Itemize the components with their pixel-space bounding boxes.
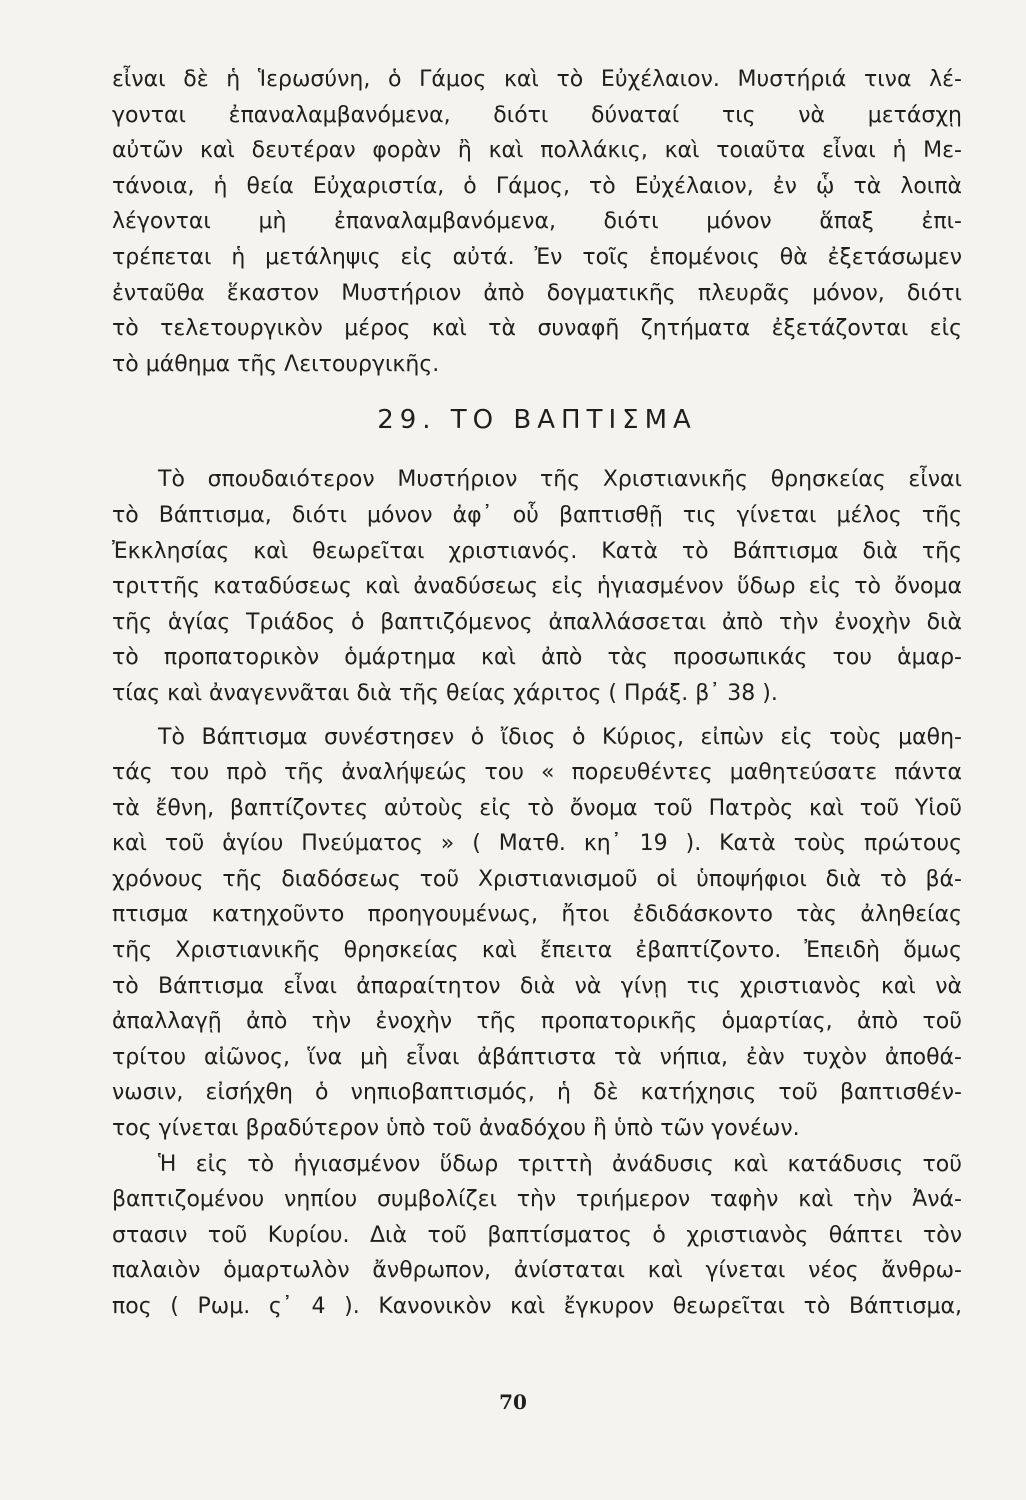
text-line: τρίτου αἰῶνος, ἵνα μὴ εἶναι ἀβάπτιστα τὰ νήπια, ἐὰν τυχὸν ἀποθά- [112, 1044, 962, 1070]
text-line: τὰ ἔθνη, βαπτίζοντες αὐτοὺς εἰς τὸ ὄνομα τοῦ Πατρὸς καὶ τοῦ Υἱοῦ [112, 795, 962, 821]
text-line: τὸ προπατορικὸν ὁμάρτημα καὶ ἀπὸ τὰς προσωπικάς του ἁμαρ- [112, 645, 962, 671]
text-line: αὐτῶν καὶ δευτέραν φορὰν ἢ καὶ πολλάκις, καὶ τοιαῦτα εἶναι ἡ Με- [112, 138, 962, 164]
text-line: τίας καὶ ἀναγεννᾶται διὰ τῆς θείας χάριτος ( Πράξ. β᾽ 38 ). [112, 680, 778, 706]
text-line: τὸ μάθημα τῆς Λειτουργικῆς. [112, 351, 440, 377]
text-line: τῆς ἁγίας Τριάδος ὁ βαπτιζόμενος ἀπαλλάσσεται ἀπὸ τὴν ἐνοχὴν διὰ [112, 609, 962, 635]
text-line: τάνοια, ἡ θεία Εὐχαριστία, ὁ Γάμος, τὸ Εὐχέλαιον, ἐν ᾧ τὰ λοιπὰ [112, 173, 962, 199]
text-line: πτισμα κατηχοῦντο προηγουμένως, ἤτοι ἐδιδάσκοντο τὰς ἀληθείας [112, 902, 962, 928]
page-number: 70 [499, 1390, 527, 1414]
text-line: Τὸ σπουδαιότερον Μυστήριον τῆς Χριστιανικῆς θρησκείας εἶναι [158, 467, 962, 493]
text-line: γονται ἐπαναλαμβανόμενα, διότι δύναταί τις νὰ μετάσχῃ [112, 102, 962, 128]
text-line: καὶ τοῦ ἁγίου Πνεύματος » ( Ματθ. κη᾽ 19 ). Κατὰ τοὺς πρώτους [112, 831, 962, 857]
text-line: τῆς Χριστιανικῆς θρησκείας καὶ ἔπειτα ἐβαπτίζοντο. Ἐπειδὴ ὅμως [112, 938, 962, 964]
text-line: εἶναι δὲ ἡ Ἱερωσύνη, ὁ Γάμος καὶ τὸ Εὐχέλαιον. Μυστήριά τινα λέ- [112, 67, 962, 92]
text-line: ἀπαλλαγῇ ἀπὸ τὴν ἐνοχὴν τῆς προπατορικῆς ὁμαρτίας, ἀπὸ τοῦ [112, 1009, 962, 1035]
paragraph-3 [112, 1147, 962, 1325]
text-line: Ἐκκλησίας καὶ θεωρεῖται χριστιανός. Κατὰ τὸ Βάπτισμα διὰ τῆς [112, 538, 962, 564]
text-line: τὸ τελετουργικὸν μέρος καὶ τὰ συναφῆ ζητήματα ἐξετάζονται εἰς [112, 316, 962, 342]
text-line: Ἡ εἰς τὸ ἡγιασμένον ὕδωρ τριττὴ ἀνάδυσις καὶ κατάδυσις τοῦ [158, 1151, 962, 1177]
text-line: τὸ Βάπτισμα, διότι μόνον ἀφ᾽ οὗ βαπτισθῇ τις γίνεται μέλος τῆς [112, 502, 962, 528]
text-line: πος ( Ρωμ. ς᾽ 4 ). Κανονικὸν καὶ ἔγκυρον θεωρεῖται τὸ Βάπτισμα, [112, 1294, 962, 1319]
text-line: τρέπεται ἡ μετάληψις εἰς αὐτά. Ἐν τοῖς ἑπομένοις θὰ ἐξετάσωμεν [112, 244, 962, 270]
section-heading-wrap [112, 382, 962, 462]
text-line: στασιν τοῦ Κυρίου. Διὰ τοῦ βαπτίσματος ὁ χριστιανὸς θάπτει τὸν [112, 1222, 962, 1248]
paragraph-1 [112, 462, 962, 711]
text-line: βαπτιζομένου νηπίου συμβολίζει τὴν τριήμερον ταφὴν καὶ τὴν Ἀνά- [112, 1187, 962, 1213]
text-line: χρόνους τῆς διαδόσεως τοῦ Χριστιανισμοῦ οἱ ὑποψήφιοι διὰ τὸ βά- [112, 866, 962, 892]
text-line: λέγονται μὴ ἐπαναλαμβανόμενα, διότι μόνον ἅπαξ ἐπι- [112, 209, 962, 235]
text-line: τὸ Βάπτισμα εἶναι ἀπαραίτητον διὰ νὰ γίνῃ τις χριστιανὸς καὶ νὰ [112, 973, 962, 999]
paragraph-2 [112, 720, 962, 1147]
section-heading: 29. ΤΟ ΒΑΠΤΙΣΜΑ [377, 405, 697, 436]
text-line: παλαιὸν ὁμαρτωλὸν ἄνθρωπον, ἀνίσταται καὶ γίνεται νέος ἄνθρω- [112, 1258, 962, 1284]
text-line: τος γίνεται βραδύτερον ὑπὸ τοῦ ἀναδόχου ἢ ὑπὸ τῶν γονέων. [112, 1116, 800, 1142]
text-block [112, 62, 962, 1325]
text-line: νωσιν, εἰσήχθη ὁ νηπιοβαπτισμός, ἡ δὲ κατήχησις τοῦ βαπτισθέν- [112, 1080, 962, 1106]
text-line: τριττῆς καταδύσεως καὶ ἀναδύσεως εἰς ἡγιασμένον ὕδωρ εἰς τὸ ὄνομα [112, 574, 962, 600]
text-line: τάς του πρὸ τῆς ἀναλήψεώς του « πορευθέντες μαθητεύσατε πάντα [112, 760, 962, 786]
intro-paragraph [112, 62, 962, 382]
text-line: ἐνταῦθα ἕκαστον Μυστήριον ἀπὸ δογματικῆς πλευρᾶς μόνον, διότι [112, 280, 962, 306]
text-line: Τὸ Βάπτισμα συνέστησεν ὁ ἴδιος ὁ Κύριος, εἰπὼν εἰς τοὺς μαθη- [158, 724, 962, 750]
paragraph-gap [112, 712, 962, 720]
